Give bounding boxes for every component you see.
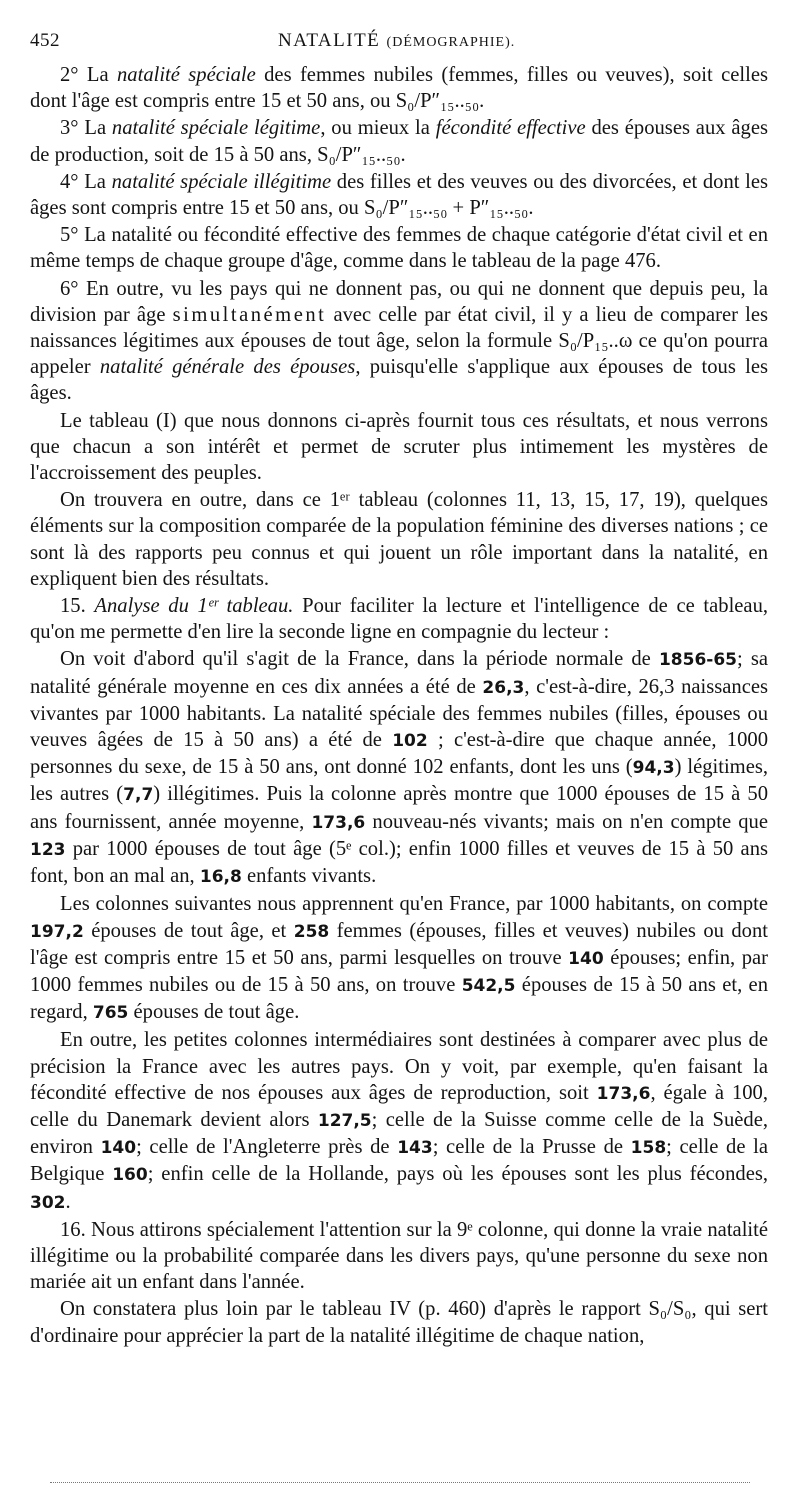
bold-figure: 140 xyxy=(100,1138,137,1159)
body-text xyxy=(30,62,768,1349)
text-run: ; celle de la Prusse de xyxy=(432,1136,631,1159)
bold-figure: 258 xyxy=(293,921,330,942)
text-run: par 1000 épouses de tout âge (5ᵉ col.); enfin 1000 filles et veuves de 15 à 50 ans font, bon an mal an, xyxy=(30,837,768,888)
text-run: , égale à 100, celle du Danemark devient alors xyxy=(30,1081,768,1131)
text-run: 15. xyxy=(60,595,95,618)
running-title xyxy=(278,30,515,52)
scan-artifact-line xyxy=(50,1482,750,1485)
text-run: Les colonnes suivantes nous apprennent qu'en France, par 1000 habitants, on compte xyxy=(60,893,768,916)
paragraph xyxy=(30,169,768,221)
bold-figure: 26,3 xyxy=(482,677,525,698)
text-run: épouses de tout âge, et xyxy=(83,919,294,942)
text-run: 2° La xyxy=(60,64,117,86)
text-run: ; celle de la Belgique xyxy=(30,1136,768,1186)
text-run: épouses; enfin, par 1000 femmes nubiles ou de 15 à 50 ans, on trouve xyxy=(30,946,768,996)
bold-figure: 140 xyxy=(568,948,604,969)
bold-figure: 16,8 xyxy=(199,867,242,888)
paragraph xyxy=(30,1217,768,1296)
spaced-emphasis: simultanément xyxy=(172,303,327,326)
text-run: Pour faciliter la lecture et l'intelligence de ce tableau, qu'on me permette d'en lire la seconde ligne en compagnie du lecteur : xyxy=(30,595,769,644)
paragraph xyxy=(30,115,768,167)
text-run: ; celle de la Suisse comme celle de la Suède, environ xyxy=(30,1108,768,1159)
bold-figure: 160 xyxy=(112,1165,148,1186)
bold-figure: 302 xyxy=(30,1192,66,1213)
bold-figure: 123 xyxy=(30,839,66,860)
italic-term: Analyse du 1ᵉʳ tableau. xyxy=(94,595,294,618)
text-run: 5° La natalité ou fécondité effective des femmes de chaque catégorie d'état civil et en même temps de chaque groupe d'âge, comme dans le tableau de la page 476. xyxy=(30,224,768,273)
page-number: 452 xyxy=(30,30,60,51)
bold-figure: 127,5 xyxy=(317,1110,372,1131)
text-run: femmes (épouses, filles et veuves) nubiles ou dont l'âge est compris entre 15 et 50 ans, parmi lesquelles on trouve xyxy=(30,919,768,969)
bold-figure: 143 xyxy=(397,1138,433,1159)
text-run: nouveau-nés vivants; mais on n'en compte que xyxy=(365,810,768,833)
bold-figure: 542,5 xyxy=(461,975,516,996)
paragraph xyxy=(30,222,768,274)
bold-figure: 173,6 xyxy=(311,812,366,833)
text-run: avec celle par état civil, il y a lieu de comparer les naissances légitimes aux épouses de tout âge, selon la formule S₀/P₁₅..ω ce qu'on pourra appeler xyxy=(30,303,768,379)
text-run: 16. Nous attirons spécialement l'attention sur la 9ᵉ colonne, qui donne la vraie natalité illégitime ou la probabilité comparée dans les divers pays, qu'une personne du sexe non mariée ait un enfant dans l'année. xyxy=(30,1218,768,1294)
bold-figure: 7,7 xyxy=(123,785,154,806)
paragraph xyxy=(30,1027,768,1215)
running-title-main: NATALITÉ xyxy=(278,30,381,51)
text-run: On constatera plus loin par le tableau IV (p. 460) d'après le rapport S₀/S₀, qui sert d'ordinaire pour apprécier la part de la natalité illégitime de chaque nation, xyxy=(30,1298,768,1347)
bold-figure: 173,6 xyxy=(596,1083,651,1104)
paragraph xyxy=(30,593,768,645)
italic-term: natalité spéciale illégitime xyxy=(111,170,332,193)
page-header xyxy=(30,28,768,62)
paragraph xyxy=(30,276,768,407)
text-run: ; c'est-à-dire que chaque année, 1000 personnes du sexe, de 15 à 50 ans, ont donné 102 enfants, dont les uns ( xyxy=(30,729,768,779)
bold-figure: 765 xyxy=(92,1003,129,1024)
text-run: , puisqu'elle s'applique aux épouses de tous les âges. xyxy=(30,356,768,405)
text-run: ; celle de l'Angleterre près de xyxy=(136,1136,398,1159)
text-run: On trouvera en outre, dans ce 1ᵉʳ tableau (colonnes 11, 13, 15, 17, 19), quelques éléments sur la composition comparée de la population féminine des diverses nations ; ce sont là des rapports peu connus et qui jouent un rôle important dans la natalité, en expliquent bien des résultats. xyxy=(30,489,768,590)
paragraph xyxy=(30,62,768,114)
text-run: des épouses aux âges de production, soit de 15 à 50 ans, S₀/P″₁₅..₅₀. xyxy=(30,117,768,166)
italic-term: fécondité effective xyxy=(435,117,586,140)
text-run: On voit d'abord qu'il s'agit de la France, dans la période normale de xyxy=(60,648,659,671)
text-run: ) légitimes, les autres ( xyxy=(30,756,768,806)
bold-figure: 102 xyxy=(392,731,428,752)
text-run: ; enfin celle de la Hollande, pays où les épouses sont les plus fécondes, xyxy=(147,1163,768,1186)
text-run: , ou mieux la xyxy=(320,117,436,140)
text-run: ; sa natalité générale moyenne en ces dix années a été de xyxy=(30,648,768,698)
text-run: des femmes nubiles (femmes, filles ou veuves), soit celles dont l'âge est compris entre 15 et 50 ans, ou S₀/P″₁₅..₅₀. xyxy=(30,64,768,113)
italic-term: natalité spéciale légitime xyxy=(111,117,321,140)
paragraph xyxy=(30,891,768,1026)
paragraph xyxy=(30,1296,768,1348)
bold-figure: 1856-65 xyxy=(658,650,737,671)
text-run: enfants vivants. xyxy=(241,865,377,888)
text-run: , c'est-à-dire, 26,3 naissances vivantes par 1000 habitants. La natalité spéciale des femmes nubiles (filles, épouses ou veuves âgées de 15 à 50 ans) a été de xyxy=(30,675,768,752)
text-run: ) illégitimes. Puis la colonne après montre que 1000 épouses de 15 à 50 ans fournissent, année moyenne, xyxy=(30,783,768,833)
document-page xyxy=(30,28,768,1349)
bold-figure: 158 xyxy=(630,1138,667,1159)
text-run: En outre, les petites colonnes intermédiaires sont destinées à comparer avec plus de précision la France avec les autres pays. On y voit, par exemple, qu'en faisant la fécondité effective de nos épouses aux âges de reproduction, soit xyxy=(30,1029,768,1104)
paragraph xyxy=(30,487,768,592)
paragraph xyxy=(30,408,768,487)
text-run: Le tableau (I) que nous donnons ci-après fournit tous ces résultats, et nous verrons que chacun a son intérêt et permet de scruter plus intimement les mystères de l'accroissement des peuples. xyxy=(30,409,768,485)
bold-figure: 197,2 xyxy=(30,921,84,942)
italic-term: natalité générale des épouses xyxy=(99,356,356,379)
running-title-sub: (DÉMOGRAPHIE). xyxy=(386,35,516,50)
text-run: des filles et des veuves ou des divorcées, et dont les âges sont compris entre 15 et 50 ans, ou S₀/P″₁₅..₅₀ + P″₁₅..₅₀. xyxy=(30,170,769,220)
bold-figure: 94,3 xyxy=(632,758,675,779)
text-run: 6° En outre, vu les pays qui ne donnent pas, ou qui ne donnent que depuis peu, la division par âge xyxy=(30,277,768,326)
italic-term: natalité spéciale xyxy=(117,64,256,86)
text-run: 4° La xyxy=(60,170,112,193)
text-run: épouses de tout âge. xyxy=(128,1001,300,1024)
text-run: 3° La xyxy=(60,117,112,140)
paragraph xyxy=(30,646,768,890)
text-run: épouses de 15 à 50 ans et, en regard, xyxy=(30,973,768,1024)
text-run: . xyxy=(65,1190,71,1213)
